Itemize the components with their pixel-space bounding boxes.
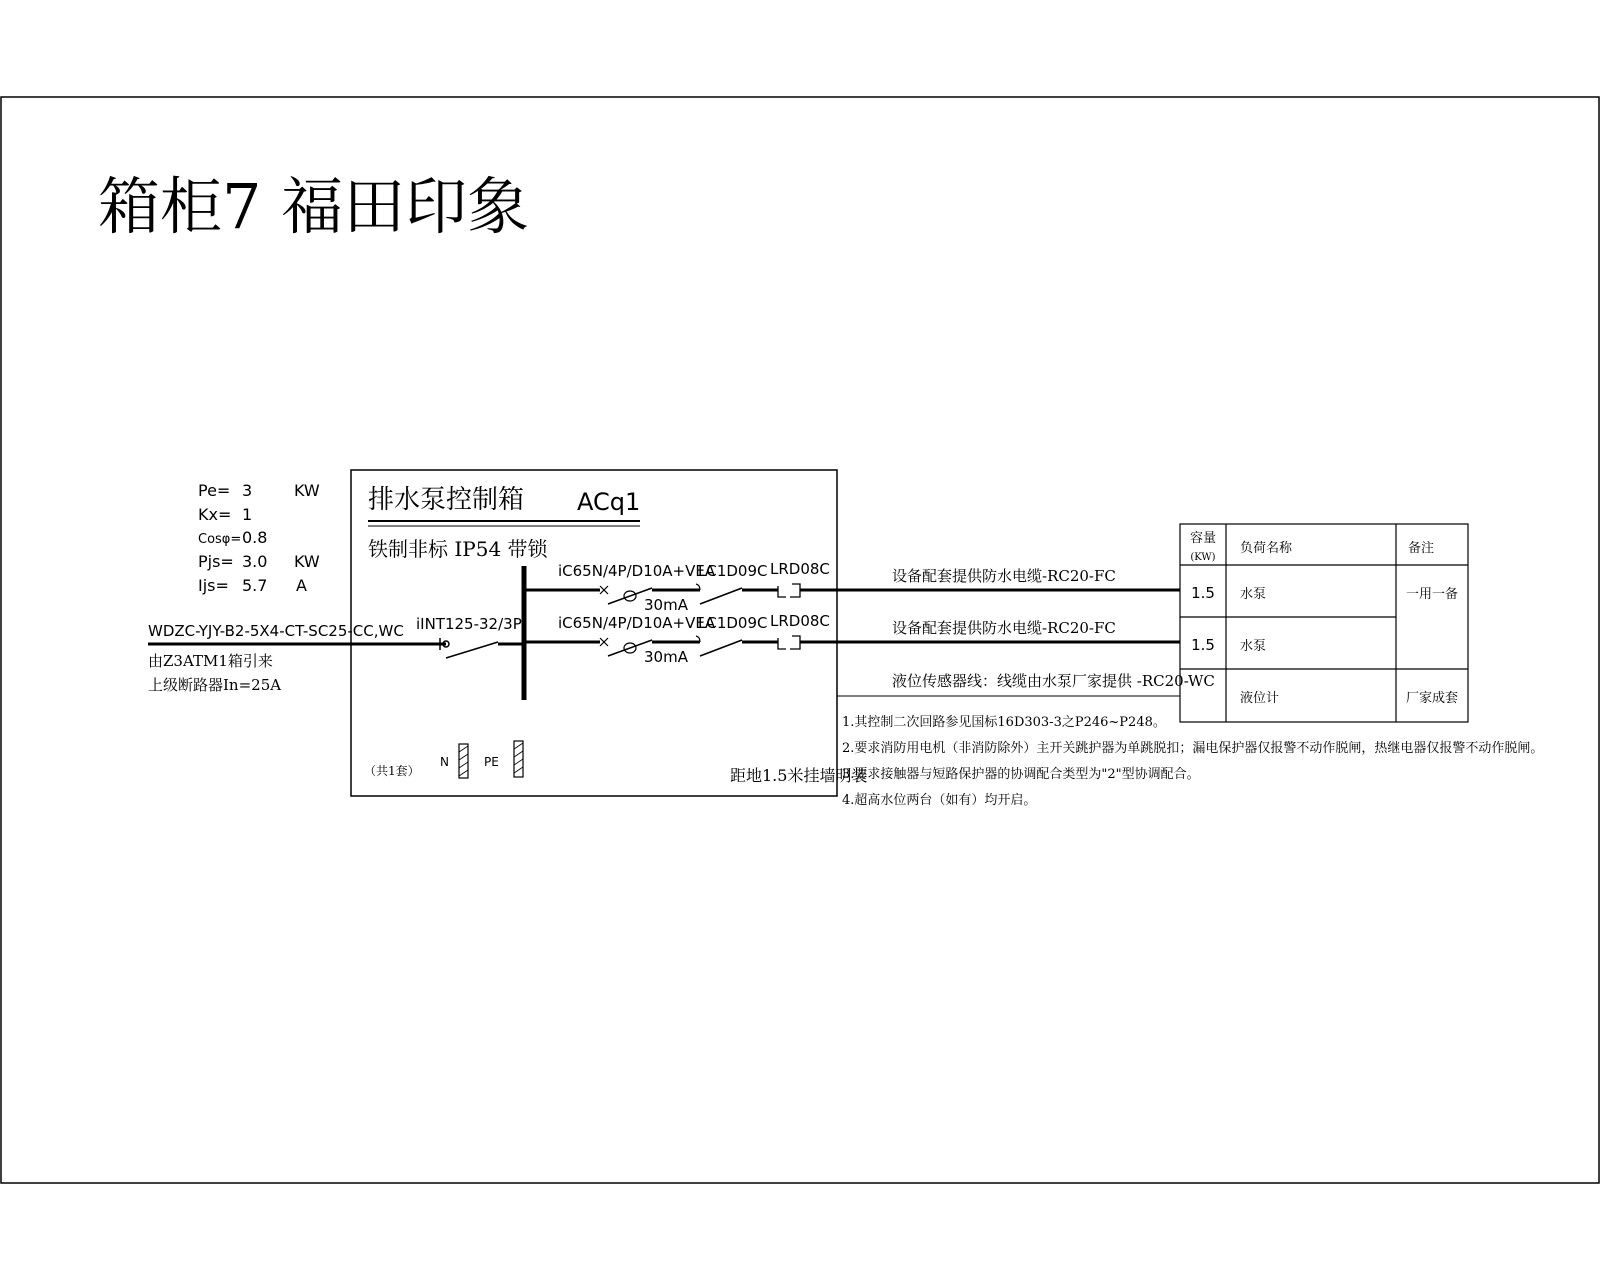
circuit-2-contactor-label: LC1D09C (698, 614, 768, 632)
circuit-1-breaker-label: iC65N/4P/D10A+VEA (558, 562, 716, 580)
capacity-header: 容量 (1189, 531, 1217, 546)
pjs-value: 3.0 (242, 552, 268, 571)
circuit-2-relay-symbol (778, 636, 800, 649)
main-switch-label: iINT125-32/3P (416, 615, 522, 633)
load-name-header: 负荷名称 (1240, 541, 1293, 556)
circuit-2 (524, 612, 1180, 666)
row-1-load-name: 水泵 (1240, 587, 1267, 602)
merged-remark: 一用一备 (1405, 587, 1459, 602)
drawing-title: 箱柜7 福田印象 (98, 170, 530, 243)
circuit-1 (524, 560, 1180, 614)
row-2-load-name: 水泵 (1240, 639, 1267, 654)
notes (842, 714, 1543, 808)
row-1-capacity: 1.5 (1191, 584, 1215, 602)
load-parameters (198, 481, 320, 595)
box-count: （共1套） (364, 764, 420, 778)
row-3-remark: 厂家成套 (1405, 691, 1459, 706)
sensor-line-label: 液位传感器线：线缆由水泵厂家提供 -RC20-WC (892, 672, 1215, 690)
cos-label: Cosφ= (198, 532, 242, 547)
n-terminal-symbol (459, 744, 468, 778)
main-switch-symbol (440, 638, 524, 658)
incoming-source-label: 由Z3ATM1箱引来 (148, 652, 273, 670)
incoming-cable-label: WDZC-YJY-B2-5X4-CT-SC25-CC,WC (148, 622, 404, 640)
load-table (1180, 524, 1468, 722)
row-3-load-name: 液位计 (1240, 691, 1280, 706)
upstream-breaker-label: 上级断路器In=25A (148, 676, 282, 694)
circuit-2-cable-label: 设备配套提供防水电缆-RC20-FC (892, 619, 1116, 637)
circuit-1-relay-label: LRD08C (770, 560, 830, 578)
ijs-unit: A (296, 576, 307, 595)
pe-label: Pe= (198, 481, 231, 500)
circuit-1-leak-label: 30mA (644, 596, 688, 614)
ijs-label: Ijs= (198, 576, 229, 595)
pjs-label: Pjs= (198, 552, 234, 571)
circuit-1-contactor-label: LC1D09C (698, 562, 768, 580)
mounting-note: 距地1.5米挂墙明装 (730, 766, 868, 785)
circuit-2-leak-label: 30mA (644, 648, 688, 666)
pe-terminal-label: PE (484, 755, 499, 769)
control-box-frame (351, 470, 837, 796)
cos-value: 0.8 (242, 528, 268, 547)
n-terminal-label: N (440, 755, 449, 769)
box-name: 排水泵控制箱 (368, 485, 525, 515)
pe-value: 3 (242, 481, 253, 500)
row-2-capacity: 1.5 (1191, 636, 1215, 654)
circuit-2-breaker-label: iC65N/4P/D10A+VEA (558, 614, 716, 632)
note-3: 3.要求接触器与短路保护器的协调配合类型为"2"型协调配合。 (842, 767, 1200, 782)
pjs-unit: KW (294, 552, 320, 571)
kx-label: Kx= (198, 505, 232, 524)
circuit-1-relay-symbol (778, 584, 800, 597)
note-2: 2.要求消防用电机（非消防除外）主开关跳护器为单跳脱扣；漏电保护器仅报警不动作脱闸，热继电器仅报警不动作脱闸。 (842, 741, 1544, 756)
note-4: 4.超高水位两台（如有）均开启。 (842, 793, 1037, 808)
circuit-1-contactor-symbol (696, 584, 742, 604)
circuit-1-cable-label: 设备配套提供防水电缆-RC20-FC (892, 567, 1116, 585)
remark-header: 备注 (1408, 541, 1435, 556)
note-1: 1.其控制二次回路参见国标16D303-3之P246~P248。 (842, 715, 1166, 730)
pe-terminal-symbol (514, 741, 523, 777)
pe-unit: KW (294, 481, 320, 500)
capacity-unit-header: (KW) (1190, 552, 1216, 563)
circuit-2-contactor-symbol (696, 636, 742, 656)
box-spec: 铁制非标 IP54 带锁 (368, 537, 548, 561)
kx-value: 1 (242, 505, 253, 524)
box-id: ACq1 (577, 488, 641, 516)
circuit-2-relay-label: LRD08C (770, 612, 830, 630)
ijs-value: 5.7 (242, 576, 268, 595)
